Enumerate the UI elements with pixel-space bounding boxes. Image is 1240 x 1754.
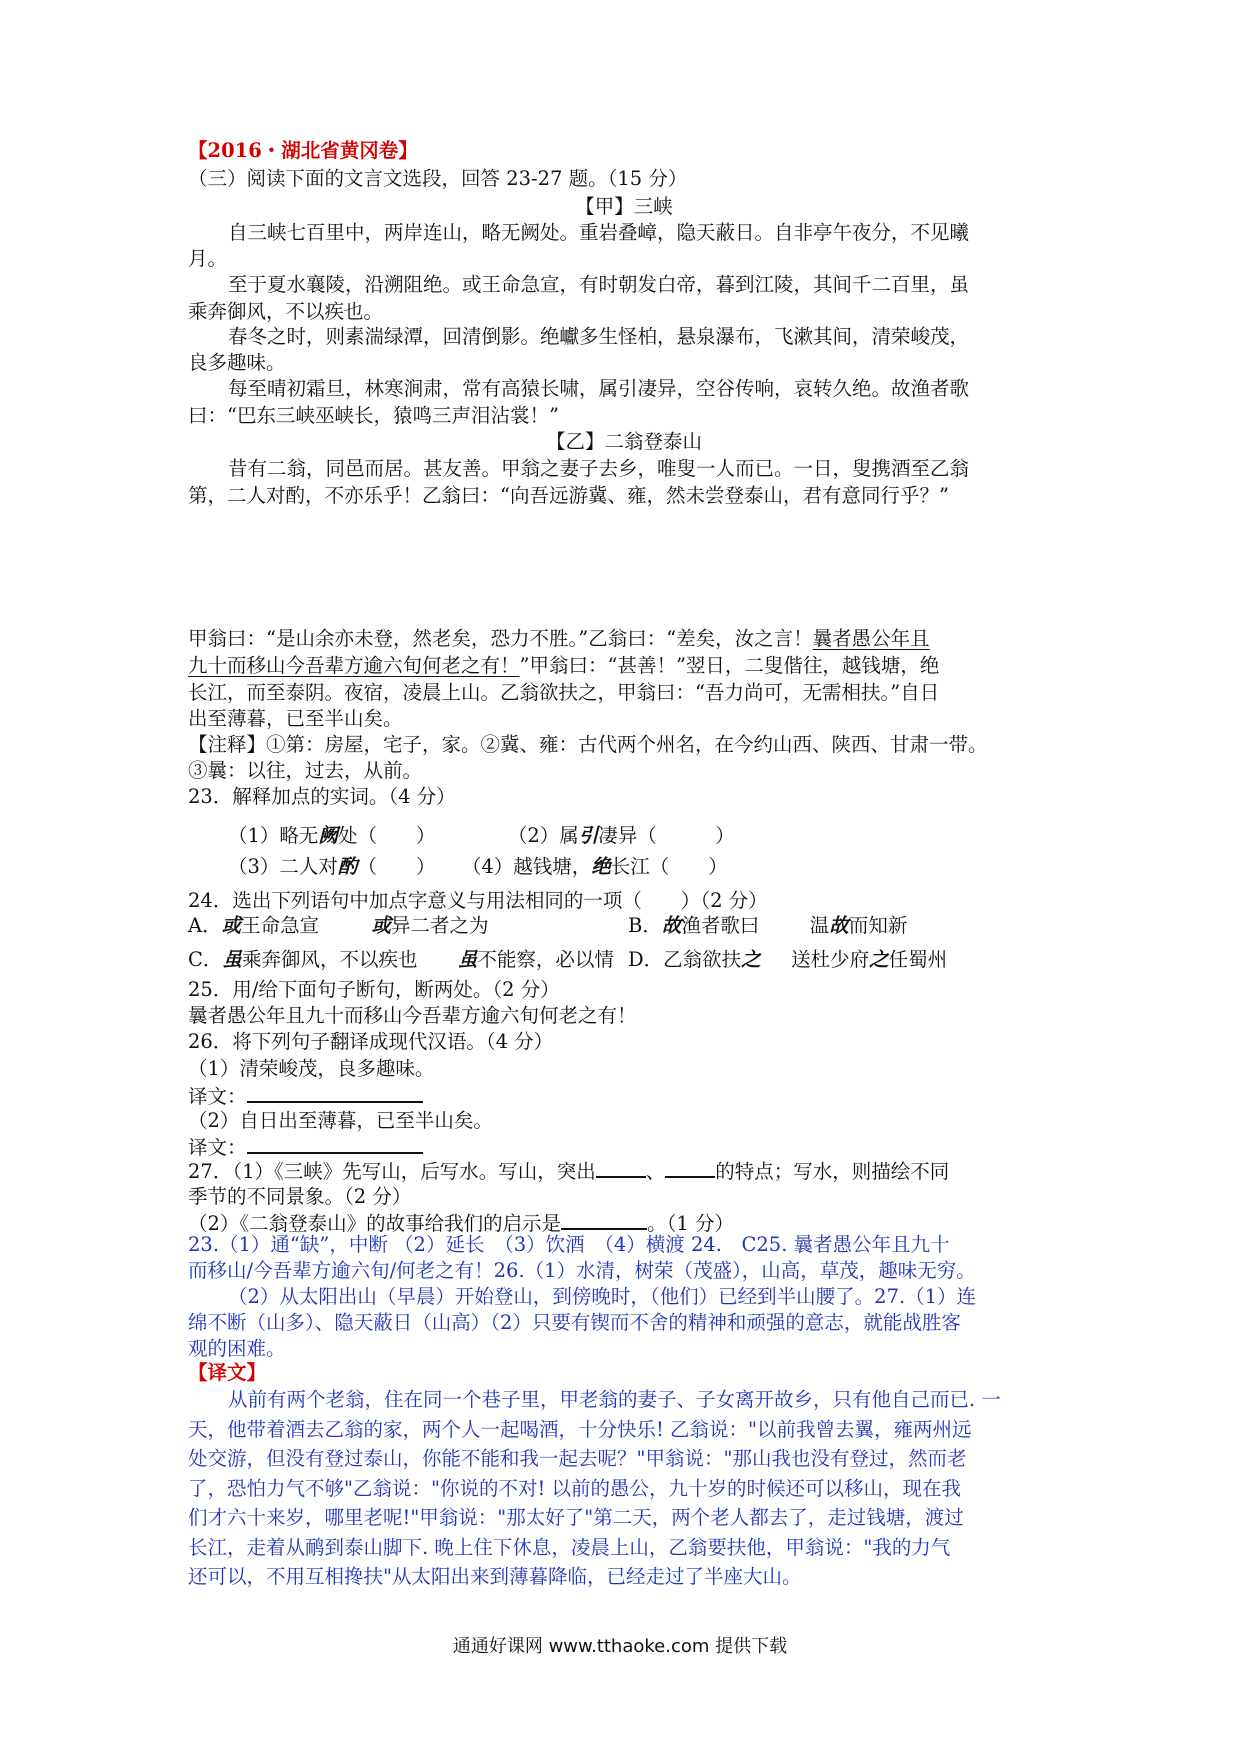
q27-text: 、: [645, 1160, 666, 1183]
dotted-char: 故: [661, 914, 682, 937]
text-line: 绵不断（山多）、隐天蔽日（山高）（2）只要有锲而不舍的精神和顽强的意志，就能战胜客: [188, 1311, 961, 1334]
q23-item: 长江（ ）: [610, 855, 728, 878]
text-line: 们才六十来岁，哪里老呢!"甲翁说："那太好了"第二天，两个老人都去了，走过钱塘，渡过: [188, 1506, 964, 1529]
text-line: 自三峡七百里中，两岸连山，略无阙处。重岩叠嶂，隐天蔽日。自非亭午夜分，不见曦: [228, 221, 970, 244]
option-text: D．乙翁欲扶: [628, 948, 742, 971]
text-line: 长江，而至泰阴。夜宿，凌晨上山。乙翁欲扶之，甲翁曰：“吾力尚可，无需相扶。”自日: [188, 681, 940, 704]
text-line: 【甲】三峡: [575, 195, 673, 218]
option-text: 送杜少府: [791, 948, 870, 971]
dotted-char: 之: [741, 948, 761, 971]
q25-stem: 25．用/给下面句子断句，断两处。（2 分）: [188, 978, 560, 1001]
text-line: 23．解释加点的实词。（4 分）: [188, 785, 456, 808]
option-text: 不能察，必以情: [477, 948, 614, 971]
option-text: 异二者之为: [391, 914, 489, 937]
q27-part-1: [188, 1158, 949, 1186]
text-line: 23.（1）通“缺”，中断 （2）延长 （3）饮酒 （4）横渡 24. C25. 曩者愚公年且九十: [188, 1233, 950, 1256]
text-line: 曰：“巴东三峡巫峡长，猿鸣三声泪沾裳！”: [188, 404, 559, 427]
answer-line-1: [188, 1083, 423, 1111]
q26-stem: 26．将下列句子翻译成现代汉语。（4 分）: [188, 1030, 554, 1053]
q24-option-a: [188, 913, 489, 941]
text-line: 昔有二翁，同邑而居。甚友善。甲翁之妻子去乡，唯叟一人而已。一日，叟携酒至乙翁: [228, 457, 970, 480]
q24-option-b: [628, 913, 907, 941]
q26-item-2: （2）自日出至薄暮，已至半山矣。: [188, 1109, 493, 1132]
q23-item: （2）属: [507, 824, 579, 847]
q27-text: （2）《二翁登泰山》的故事给我们的启示是: [188, 1212, 562, 1235]
dotted-char: 之: [869, 948, 889, 971]
answer-blank[interactable]: [561, 1210, 647, 1230]
source-tag: 【2016・湖北省黄冈卷】: [188, 139, 418, 162]
text-line: 【注释】①第：房屋，宅子，家。②冀、雍：古代两个州名，在今约山西、陕西、甘肃一带。: [188, 733, 988, 756]
dotted-char: 引: [578, 824, 599, 847]
text-line: 了，恐怕力气不够"乙翁说："你说的不对! 以前的愚公，九十岁的时候还可以移山，现在我: [188, 1476, 961, 1500]
underlined-sentence: 九十而移山今吾辈方逾六旬何老之有！: [188, 654, 520, 677]
q23-item: （ ）: [357, 855, 436, 878]
q23-item: （1）略无: [228, 824, 319, 847]
q26-item-1: （1）清荣峻茂，良多趣味。: [188, 1057, 435, 1080]
q27-text: 27．（1）《三峡》先写山，后写水。写山，突出: [188, 1160, 596, 1183]
passage-text: ”甲翁曰：“甚善！”翌日，二叟偕往，越钱塘，绝: [519, 654, 940, 677]
underlined-sentence: 曩者愚公年且: [812, 627, 930, 650]
dotted-char: 虽: [457, 948, 478, 971]
dotted-char: 酌: [337, 855, 358, 878]
text-line: 处交游，但没有登过泰山，你能不能和我一起去呢？"甲翁说："那山我也没有登过，然而老: [188, 1447, 967, 1470]
text-line: 每至晴初霜旦，林寒涧肃，常有高猿长啸，属引凄异，空谷传响，哀转久绝。故渔者歌: [228, 377, 970, 400]
text-line: 天，他带着酒去乙翁的家，两个人一起喝酒，十分快乐! 乙翁说："以前我曾去翼，雍两州远: [188, 1417, 972, 1441]
answer-label: 译文：: [188, 1085, 247, 1108]
text-line: （2）从太阳出山（早晨）开始登山，到傍晚时，（他们）已经到半山腰了。27.（1）连: [228, 1285, 977, 1308]
option-text: 渔者歌曰: [681, 914, 760, 937]
q24-option-c: [188, 947, 614, 975]
q27-part-1-cont: 季节的不同景象。（2 分）: [188, 1185, 412, 1208]
q23-item: （3）二人对: [228, 855, 338, 878]
option-text: 而知新: [848, 914, 908, 937]
text-line: 月。: [188, 247, 228, 270]
text-line: 从前有两个老翁，住在同一个巷子里，甲老翁的妻子、子女离开故乡，只有他自己而已. 一: [228, 1388, 1001, 1411]
option-text: 温: [809, 914, 830, 937]
text-line: 第，二人对酌，不亦乐乎！乙翁曰：“向吾远游冀、雍，然未尝登泰山，君有意同行乎？”: [188, 484, 949, 507]
q23-row-2: [188, 854, 728, 882]
option-label: B．: [628, 914, 662, 937]
text-line: 春冬之时，则素湍绿潭，回清倒影。绝巘多生怪柏，悬泉瀑布，飞漱其间，清荣峻茂，: [228, 325, 970, 348]
text-line: 观的困难。: [188, 1337, 286, 1360]
q27-text: 。（1 分）: [647, 1212, 735, 1235]
option-text: 乘奔御风，不以疾也: [241, 948, 418, 971]
answer-blank[interactable]: [665, 1158, 715, 1178]
text-line: 出至薄暮，已至半山矣。: [188, 707, 403, 730]
q23-row-1: [188, 823, 735, 851]
page-footer: 通通好课网 www.tthaoke.com 提供下载: [452, 1636, 788, 1657]
text-line: 良多趣味。: [188, 351, 286, 374]
q25-text: 曩者愚公年且九十而移山今吾辈方逾六旬何老之有！: [188, 1004, 637, 1027]
dotted-char: 阙: [318, 824, 338, 847]
dotted-char: 故: [829, 914, 849, 937]
answer-blank[interactable]: [247, 1134, 423, 1154]
option-text: 任蜀州: [888, 948, 948, 971]
text-line: 还可以，不用互相搀扶"从太阳出来到薄暮降临，已经走过了半座大山。: [188, 1565, 802, 1588]
text-line: 而移山/今吾辈方逾六旬/何老之有！26.（1）水清，树荣（茂盛），山高，草茂，趣味无穷。: [188, 1259, 976, 1282]
q23-item: 处（ ）: [337, 824, 436, 847]
dotted-char: 或: [221, 914, 242, 937]
answer-blank[interactable]: [596, 1158, 646, 1178]
dotted-char: 或: [371, 914, 392, 937]
option-text: 王命急宣: [241, 914, 320, 937]
q23-item: 凄异（ ）: [598, 824, 735, 847]
passage-line: [188, 626, 930, 654]
passage-line: [188, 653, 939, 681]
text-line: ③曩：以往，过去，从前。: [188, 759, 423, 782]
option-label: C．: [188, 948, 223, 971]
q24-option-d: [628, 947, 947, 975]
q24-stem: 24．选出下列语句中加点字意义与用法相同的一项（ ）（2 分）: [188, 889, 768, 912]
dotted-char: 虽: [222, 948, 242, 971]
dotted-char: 绝: [591, 855, 611, 878]
answer-blank[interactable]: [247, 1083, 423, 1103]
answer-label: 译文：: [188, 1136, 247, 1159]
text-line: 乘奔御风，不以疾也。: [188, 300, 384, 323]
q27-text: 的特点；写水，则描绘不同: [715, 1160, 950, 1183]
text-line: （三）阅读下面的文言文选段，回答 23-27 题。（15 分）: [188, 167, 688, 190]
text-line: 至于夏水襄陵，沿溯阻绝。或王命急宣，有时朝发白帝，暮到江陵，其间千二百里，虽: [228, 273, 970, 296]
q23-item: （4）越钱塘，: [461, 855, 592, 878]
text-line: 【乙】二翁登泰山: [545, 430, 702, 453]
passage-text: 甲翁曰：“是山余亦未登，然老矣，恐力不胜。”乙翁曰：“差矣，汝之言！: [188, 627, 813, 650]
option-label: A．: [188, 914, 222, 937]
translation-tag: 【译文】: [188, 1361, 267, 1384]
text-line: 长江，走着从鸸到泰山脚下. 晚上住下休息，凌晨上山，乙翁要扶他，甲翁说："我的力气: [188, 1535, 951, 1559]
